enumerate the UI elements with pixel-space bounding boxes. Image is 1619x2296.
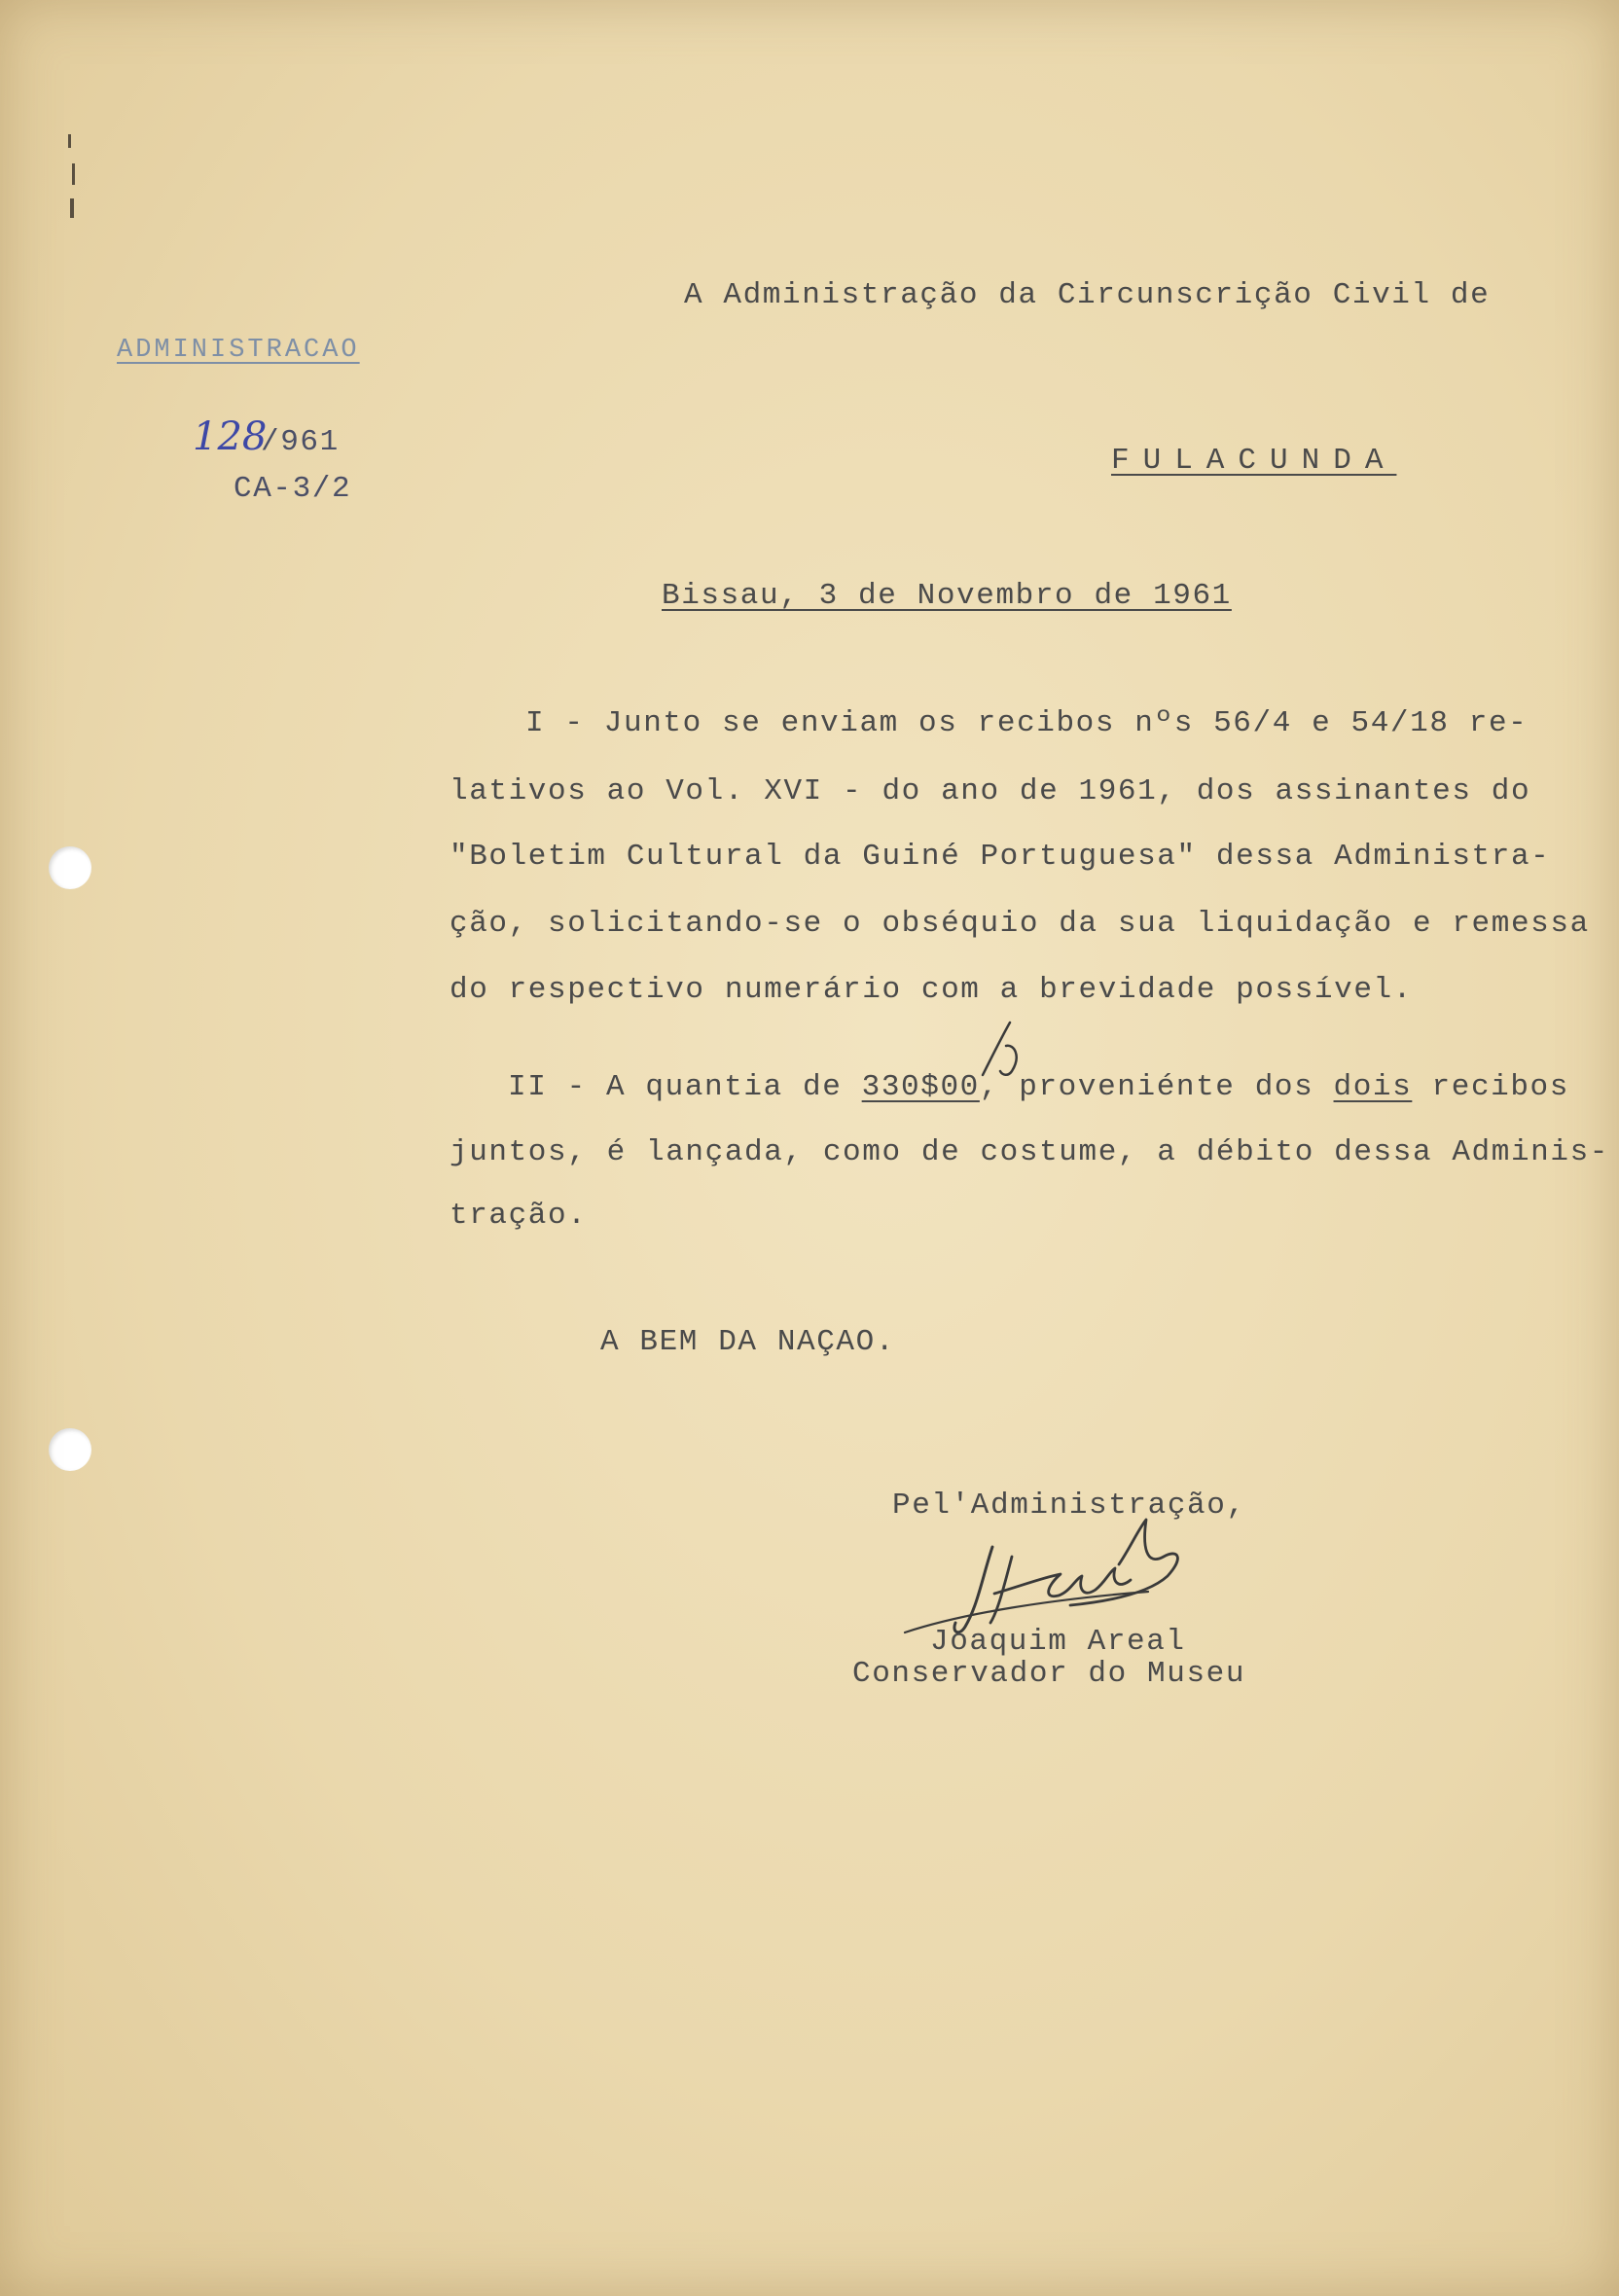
recipient-place: FULACUNDA <box>1111 444 1397 478</box>
reference-number-handwritten: 128 <box>193 414 268 459</box>
para2-line2: juntos, é lançada, como de costume, a débito dessa Adminis- <box>450 1135 1609 1169</box>
signatory-title: Conservador do Museu <box>852 1657 1246 1691</box>
punch-hole-lower <box>49 1428 91 1471</box>
amount-check-mark <box>963 1017 1041 1094</box>
para2-suffix: recibos <box>1412 1070 1569 1104</box>
stamp-department: ADMINISTRACAO <box>117 336 360 365</box>
on-behalf-line: Pel'Administração, <box>892 1489 1246 1523</box>
margin-mark <box>70 198 74 218</box>
recipient-line: A Administração da Circunscrição Civil de <box>684 278 1491 312</box>
margin-mark <box>68 134 71 148</box>
para1-line4: ção, solicitando-se o obséquio da sua liquidação e remessa <box>450 907 1590 941</box>
punch-hole-upper <box>49 846 91 889</box>
reference-year: /961 <box>261 425 340 459</box>
reference-classification: CA-3/2 <box>234 472 352 506</box>
para1-line1: I - Junto se enviam os recibos nºs 56/4 e 54/18 re- <box>525 706 1529 740</box>
para2-middle: , proveniénte dos <box>979 1070 1334 1104</box>
signatory-name: Joaquim Areal <box>930 1625 1186 1659</box>
para2-line3: tração. <box>450 1199 588 1233</box>
para1-line3: "Boletim Cultural da Guiné Portuguesa" dessa Administra- <box>450 840 1551 874</box>
margin-mark <box>72 163 75 185</box>
date-line: Bissau, 3 de Novembro de 1961 <box>662 579 1232 613</box>
para2-prefix: II - A quantia de <box>508 1070 862 1104</box>
para1-line2: lativos ao Vol. XVI - do ano de 1961, dos assinantes do <box>450 774 1531 808</box>
para2-dois: dois <box>1333 1070 1413 1104</box>
para2-amount: 330$00 <box>861 1070 980 1104</box>
para1-line5: do respectivo numerário com a brevidade possível. <box>450 973 1413 1007</box>
closing-salutation: A BEM DA NAÇAO. <box>600 1325 896 1359</box>
